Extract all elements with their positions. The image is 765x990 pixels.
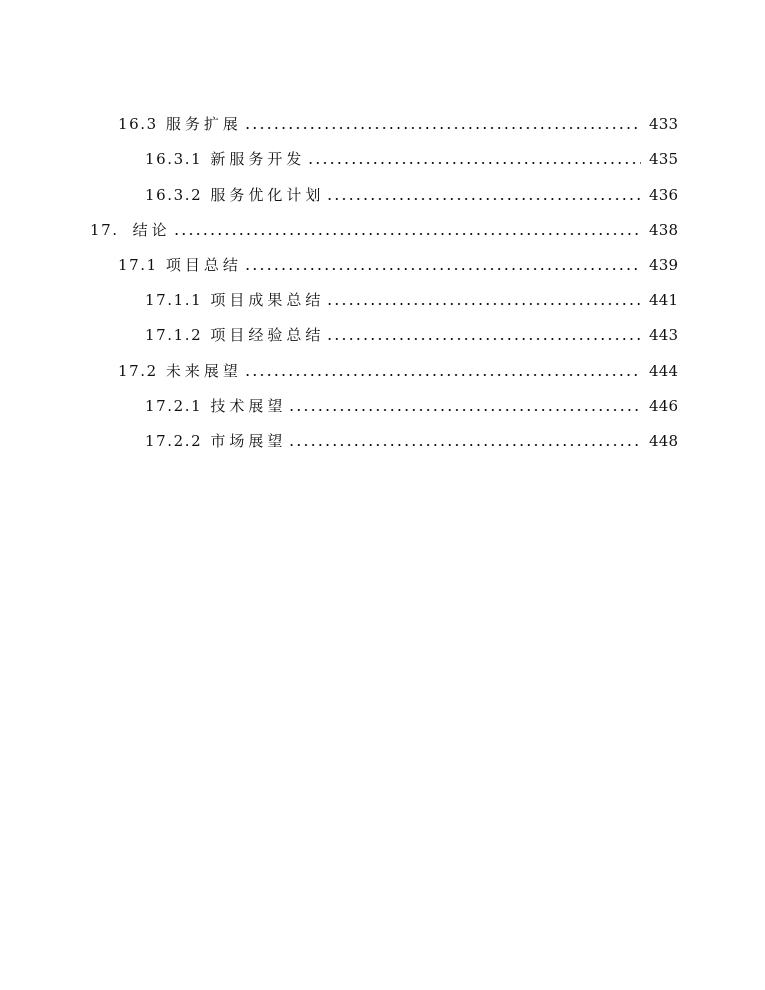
toc-entry-page-number: 441 bbox=[649, 291, 679, 309]
toc-entry-page-number: 446 bbox=[649, 397, 679, 415]
toc-entry-17-1[interactable] bbox=[118, 253, 677, 277]
toc-entry-17-2-1[interactable] bbox=[145, 394, 677, 418]
toc-entry-page-number: 448 bbox=[649, 432, 679, 450]
toc-entry-title: 服务扩展 bbox=[165, 115, 242, 133]
toc-entry-page-number: 438 bbox=[649, 221, 679, 239]
toc-entry-number: 17.1 bbox=[118, 256, 158, 274]
dot-leader bbox=[244, 127, 641, 129]
toc-entry-page-number: 443 bbox=[649, 326, 679, 344]
toc-entry-17-1-2[interactable] bbox=[145, 323, 677, 347]
dot-leader bbox=[173, 233, 641, 235]
toc-entry-17-2[interactable] bbox=[118, 359, 677, 383]
toc-entry-17[interactable] bbox=[90, 218, 677, 242]
dot-leader bbox=[326, 303, 641, 305]
toc-entry-number: 17.1.1 bbox=[145, 291, 203, 309]
toc-entry-title: 市场展望 bbox=[210, 432, 287, 450]
toc-entry-number: 16.3.2 bbox=[145, 186, 203, 204]
toc-entry-16-3-1[interactable] bbox=[145, 147, 677, 171]
toc-entry-title: 结论 bbox=[132, 221, 171, 239]
toc-entry-number: 17. bbox=[90, 221, 119, 239]
toc-entry-title: 项目经验总结 bbox=[210, 326, 325, 344]
toc-entry-title: 未来展望 bbox=[165, 362, 242, 380]
toc-entry-title: 技术展望 bbox=[210, 397, 287, 415]
dot-leader bbox=[307, 162, 641, 164]
toc-entry-page-number: 439 bbox=[649, 256, 679, 274]
dot-leader bbox=[288, 444, 641, 446]
toc-entry-title: 新服务开发 bbox=[210, 150, 306, 168]
dot-leader bbox=[326, 338, 641, 340]
toc-entry-number: 16.3.1 bbox=[145, 150, 203, 168]
toc-entry-17-1-1[interactable] bbox=[145, 288, 677, 312]
toc-entry-number: 16.3 bbox=[118, 115, 158, 133]
toc-entry-page-number: 433 bbox=[649, 115, 679, 133]
toc-entry-16-3[interactable] bbox=[118, 112, 677, 136]
dot-leader bbox=[244, 268, 641, 270]
toc-entry-page-number: 435 bbox=[649, 150, 679, 168]
dot-leader bbox=[326, 198, 641, 200]
toc-entry-title: 项目成果总结 bbox=[210, 291, 325, 309]
dot-leader bbox=[244, 374, 641, 376]
toc-entry-number: 17.2 bbox=[118, 362, 158, 380]
toc-entry-number: 17.1.2 bbox=[145, 326, 203, 344]
toc-entry-16-3-2[interactable] bbox=[145, 183, 677, 207]
toc-entry-title: 项目总结 bbox=[165, 256, 242, 274]
dot-leader bbox=[288, 409, 641, 411]
toc-entry-page-number: 444 bbox=[649, 362, 679, 380]
toc-entry-title: 服务优化计划 bbox=[210, 186, 325, 204]
toc-entry-number: 17.2.1 bbox=[145, 397, 203, 415]
toc-entry-number: 17.2.2 bbox=[145, 432, 203, 450]
toc-entry-page-number: 436 bbox=[649, 186, 679, 204]
toc-entry-17-2-2[interactable] bbox=[145, 429, 677, 453]
